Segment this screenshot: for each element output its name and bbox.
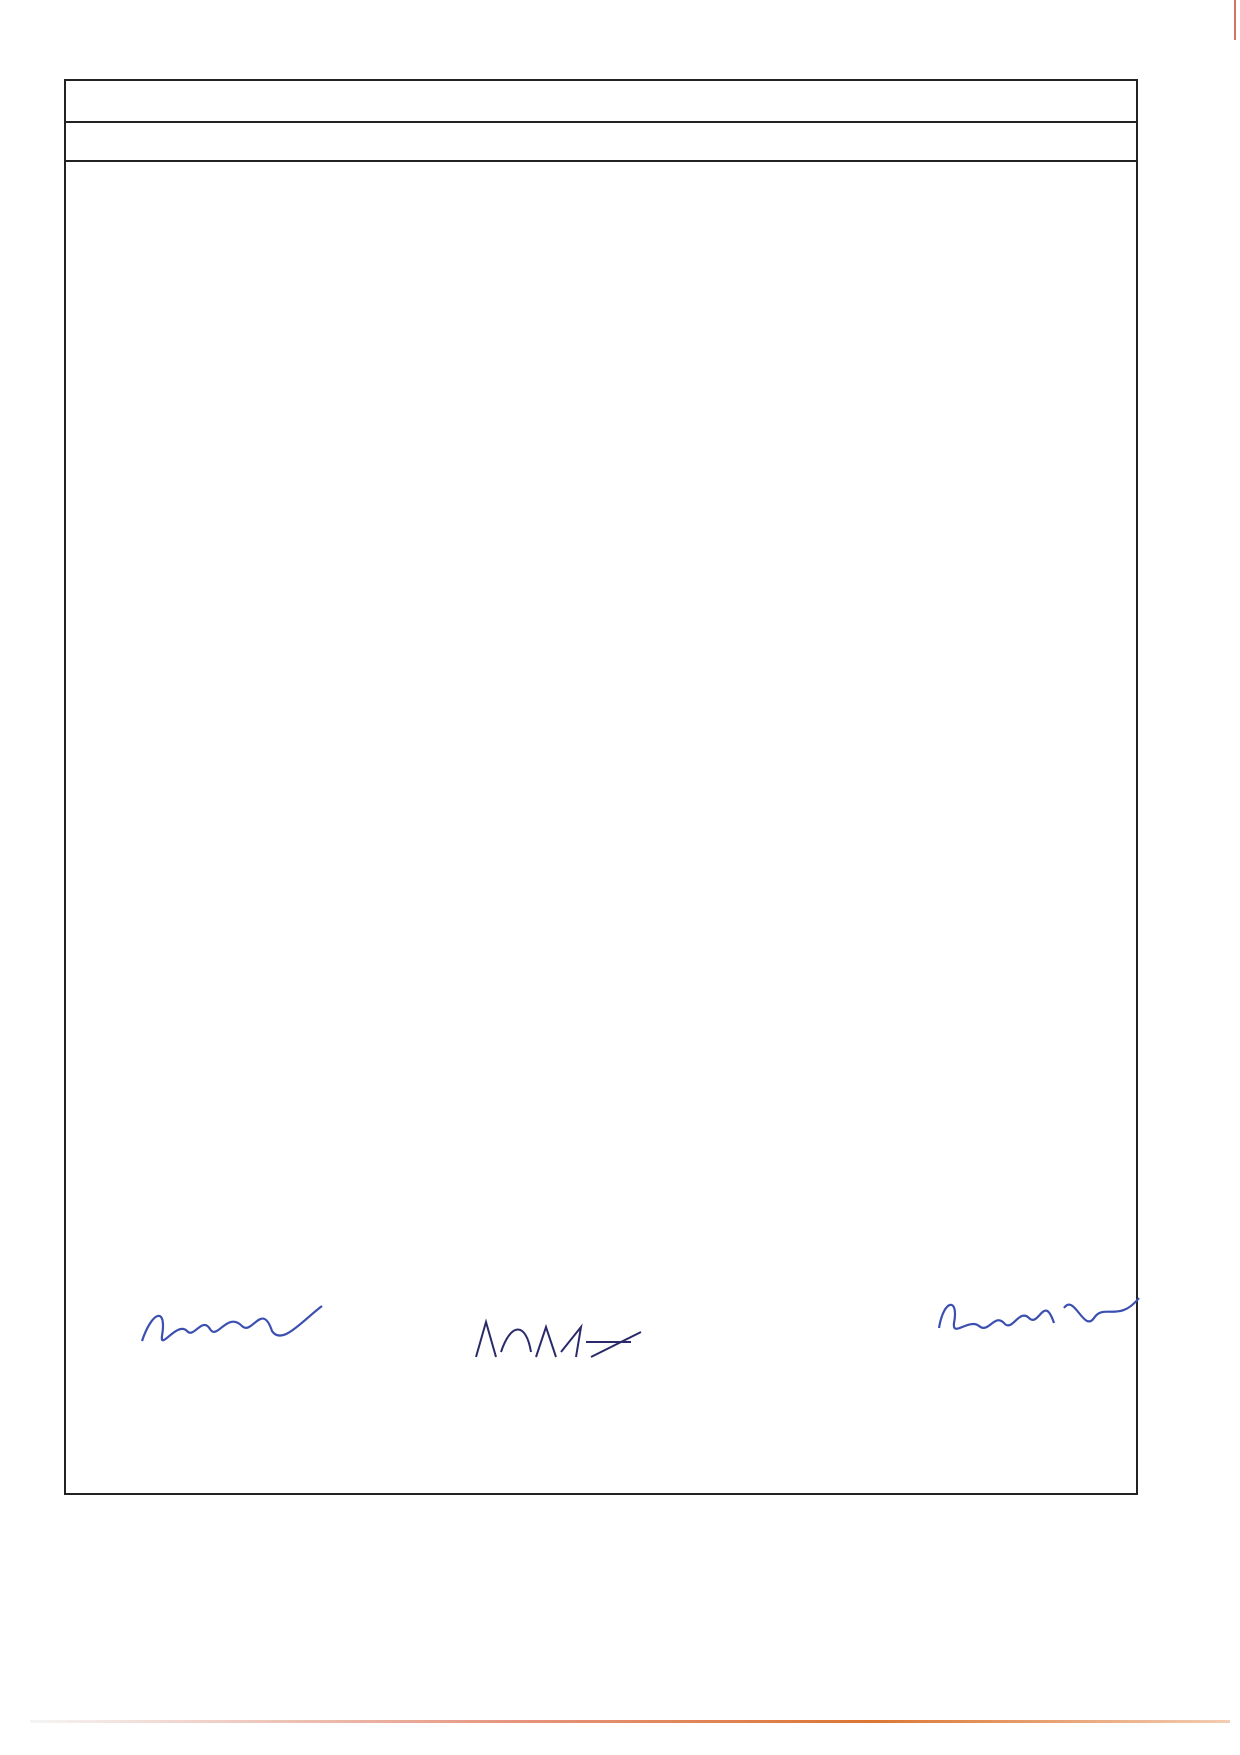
page-edge-mark bbox=[1234, 0, 1236, 40]
proforma-table bbox=[64, 79, 1138, 1495]
signature-area bbox=[66, 1296, 1136, 1496]
certify-line bbox=[66, 123, 1136, 162]
scan-edge-line bbox=[30, 1720, 1230, 1723]
category-heading bbox=[66, 81, 1136, 123]
principal-signature bbox=[132, 1291, 332, 1361]
society-signature bbox=[471, 1312, 671, 1372]
manager-signature bbox=[934, 1288, 1144, 1348]
